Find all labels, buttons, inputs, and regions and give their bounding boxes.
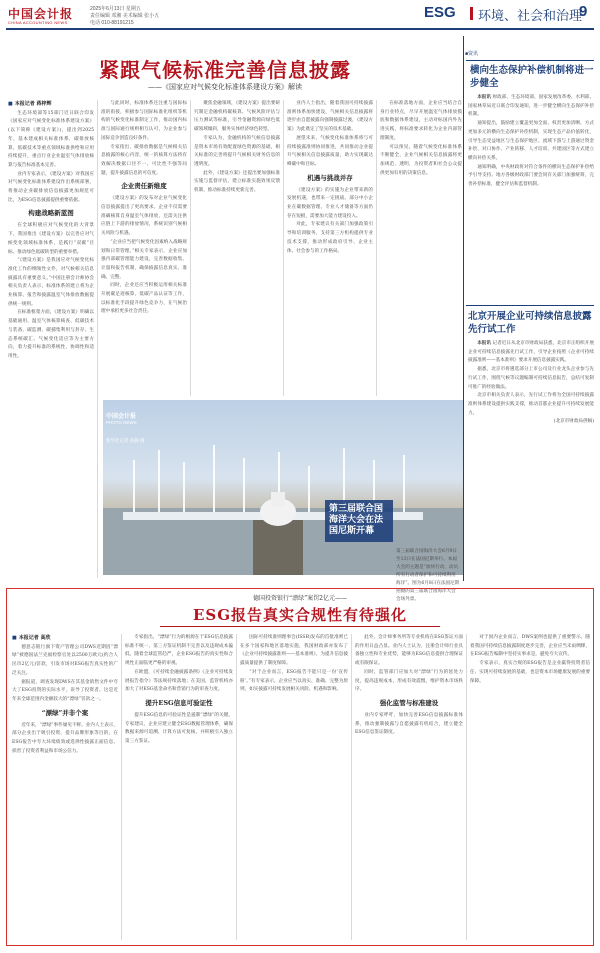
- paragraph: 对于国内企业而言，DWS案例也提供了重要警示。随着我国可持续信息披露制度逐步完善，企业应当未雨绸缪，在ESG报告编制中坚持实事求是，避免夸大宣传。: [470, 635, 590, 658]
- top-article-subtitle: ——《国家应对气候变化标准体系建设方案》解读: [148, 83, 302, 91]
- paragraph: 在标准框架方面，《建设方案》明确以基础通用、温室气体核算核查、低碳技术与装备、碳监测、碳捕集利用与封存、生态系统碳汇、气候变化适应等为主要方向，着力提升标准的系统性、协调性和适用性。: [8, 310, 94, 359]
- issue-date: 2025年6月13日 星期五: [90, 6, 141, 12]
- paragraph: 聚焦金融领域，《建设方案》提出要研究制定金融机构碳核算、气候风险评估与压力测试等标准，引导金融资源向绿色低碳领域倾斜，服务实体经济绿色转型。: [194, 101, 280, 133]
- top-article-column-5: [380, 100, 462, 396]
- sidebar-story-2-title: 北京开展企业可持续信息披露先行试工作: [468, 311, 592, 335]
- subhead: 强化监管与标准建设: [379, 698, 439, 707]
- top-article-byline: ■ 本报记者 蒋梓辉: [8, 100, 94, 109]
- paragraph: 业内人士指出，随着我国可持续披露准则体系加快建设，气候相关信息披露将逐步由自愿披露向强制披露过渡，《建设方案》为此奠定了坚实的技术基础。: [287, 101, 373, 133]
- sidebar-byline: 本报讯: [477, 95, 492, 100]
- paragraph: “《建设方案》是我国应对气候变化标准化工作的纲领性文件，对气候相关信息披露具有重要意义。”中国注册会计师协会相关负责人表示，标准体系的建立将为企业核算、报告和披露温室气体排放数据提供统一规则。: [8, 258, 94, 307]
- bottom-article-column-1: [12, 634, 118, 940]
- sidebar-story-1-title: 横向生态保护补偿机制将进一步健全: [470, 65, 594, 89]
- subhead: 构建战略新蓝图: [28, 209, 74, 218]
- masthead: [0, 0, 600, 30]
- paragraph: 在全球积极应对气候变化的大背景下，我国推出《建设方案》以完善应对气候变化领域标准体系，是践行“双碳”目标、推动绿色低碳转型的重要举措。: [8, 223, 94, 255]
- paragraph: 专家表示，真实合规的ESG报告是企业赢得投资者信任、实现可持续发展的基础，也是资本市场健康发展的重要保障。: [470, 661, 590, 684]
- top-article-title: 紧跟气候标准完善信息披露: [99, 58, 351, 82]
- bottom-title-rule: [160, 626, 440, 627]
- bottom-article-column-4: [355, 634, 463, 940]
- column-rule: [97, 100, 98, 578]
- bottom-article-column-5: [470, 634, 590, 940]
- sidebar-top-rule: [466, 60, 594, 61]
- paragraph: 近年来，“漂绿”事件屡见不鲜。业内人士表示，部分企业出于吸引投资、提升品牌形象等目的，在ESG报告中夸大环境绩效或选择性披露正面信息，损害了投资者利益和市场公信力。: [12, 722, 118, 754]
- paragraph: 北京市相关负责人表示，先行试工作将为全国可持续披露准则体系建设提供实践支撑，推动首都企业提升可持续发展能力。: [468, 393, 594, 416]
- paragraph: 《建设方案》的发布对企业气候变化信息披露提出了更高要求。企业不仅需要准确核算自身温室气体排放，还需关注供应链上下游的排放情况，系统识别气候相关风险与机遇。: [101, 196, 187, 237]
- paragraph: 可以预见，随着气候变化标准体系不断健全，企业气候相关信息披露将更加规范、透明，为投资者和社会公众提供更加有用的决策信息。: [380, 144, 462, 176]
- top-article-column-4: [287, 100, 373, 396]
- paragraph: 展望未来，气候变化标准体系将与可持续披露准则协同推进，共同推动企业提升气候相关信息披露质量，助力实现碳达峰碳中和目标。: [287, 135, 373, 167]
- top-article-column-1: [8, 100, 94, 578]
- newspaper-logo-en: CHINA ACCOUNTING NEWS: [8, 20, 68, 25]
- paragraph: [468, 94, 594, 120]
- photo-news-tag: [106, 414, 137, 426]
- photo-caption: 第三届联合国海洋大会6月9日至13日在法国尼斯举行。本届大会的主题是“加快行动，动员所有行动者保护和可持续利用海洋”。图为6月8日在法国尼斯拍摄的第三届联合国海洋大会会场外景。: [396, 549, 460, 602]
- paragraph: 业内专家表示，《建设方案》对我国应对气候变化标准体系建设作出系统部署，将推动企业碳排放信息披露更加规范可比，为ESG信息披露提供重要依据。: [8, 171, 94, 203]
- paragraph: 此外，会计师事务所等专业机构在ESG鉴证方面的作用日益凸显。业内人士认为，注册会计师行业具备独立性和专业优势，能够为ESG信息提供合理保证或有限保证。: [355, 635, 463, 667]
- newspaper-logo: 中国会计报: [8, 7, 74, 21]
- bottom-article-kicker: 德国投资银行“漂绿”案罚2亿元——: [253, 595, 347, 602]
- bottom-article-column-3: [240, 634, 348, 940]
- section-label-en: ESG: [424, 4, 456, 21]
- bottom-article-column-2: [125, 634, 233, 940]
- issue-phone: 电话 010-88191215: [90, 20, 134, 26]
- paragraph: 据悉，北京市将遴选部分上市公司及行业龙头企业参与先行试工作，围绕气候等议题编制可持续信息报告，总结可复制可推广的经验做法。: [468, 367, 594, 390]
- photo-headline-box: 第三届联合国海洋大会在法国尼斯开幕: [325, 500, 393, 542]
- paragraph: 此外，《建设方案》还提出要加强标准实施与监督评估，建立标准实施效果反馈机制，推动标准持续更新完善。: [194, 170, 280, 194]
- column-rule: [283, 100, 284, 396]
- paragraph: 专家指出，“漂绿”行为的根源在于ESG信息披露标准不统一、第三方鉴证机制不完善以及违规成本偏低。随着全球监管趋严，企业ESG报告的真实性和合规性正面临更严格的审视。: [125, 635, 233, 667]
- paragraph: 在标准落地方面，企业应当结合自身行业特点，尽早开展温室气体排放摸底和数据体系建设，主动对标国内外先进实践，将标准要求转化为企业内部管理制度。: [380, 101, 462, 141]
- paragraph: 对此，专家建议有关部门加强政策引导和培训服务，支持第三方机构提供专业技术支撑，推动形成政府引导、企业主体、社会参与的工作格局。: [287, 222, 373, 254]
- top-article-column-3: [194, 100, 280, 396]
- paragraph: 通知提出，鼓励建立覆盖更加全面、权责更加清晰、方式更加多元的横向生态保护补偿机制，实现生态产品价值转化，引导生态受益地区与生态保护地区、流域下游与上游通过资金补偿、对口协作、产业转移、人才培训、共建园区等方式建立横向补偿关系。: [468, 121, 594, 161]
- bottom-article-title: ESG报告真实合规性有待强化: [192, 606, 408, 624]
- sidebar-credit: (北京市财政局供稿): [553, 419, 594, 425]
- section-label-zh: 环境、社会和治理: [478, 9, 583, 24]
- issue-info: [90, 6, 159, 27]
- sidebar-rule: [463, 36, 464, 581]
- paragraph: 业内专家呼吁，加快完善ESG信息披露标准体系，推动强制披露与自愿披露有机结合，建立健全ESG信息鉴证制度。: [355, 712, 463, 736]
- column-rule: [351, 634, 352, 940]
- column-rule: [466, 634, 467, 940]
- column-rule: [190, 100, 191, 396]
- issue-editors: 责任编辑 邓湘 美术编辑 张小五: [90, 13, 160, 19]
- paragraph: 专家认为，金融机构的气候信息披露是资本市场有效配置绿色资源的基础，相关标准的完善将提升气候相关财务信息的透明度。: [194, 135, 280, 167]
- paragraph: 在欧盟，《可持续金融披露条例》《企业可持续发展报告指令》等法规持续落地；在美国，监管机构亦加大了对ESG基金命名和营销行为的审查力度。: [125, 669, 233, 693]
- column-rule: [376, 100, 377, 396]
- paragraph: 生态环境部等15部门近日联合印发《国家应对气候变化标准体系建设方案》(以下简称《建设方案》)，提出到2025年，基本建成相关标准体系，碳排放核算、低碳技术等重点领域标准供给和应用持续提升，重点行业企业温室气体排放核算与报告标准基本完善。: [8, 110, 94, 168]
- sidebar-byline: 本报讯: [477, 341, 492, 346]
- paragraph: “对于企业而言，ESG报告不能只是一份‘宣传册’。”有专家表示，企业应当以真实、准确、完整为原则，如实披露可持续发展相关风险、机遇和影响。: [240, 669, 348, 693]
- bottom-article-byline: ■ 本报记者 高欣: [12, 634, 118, 643]
- subhead: 提升ESG信息可验证性: [145, 698, 213, 707]
- top-article-column-2: [101, 100, 187, 396]
- subhead: “漂绿”并非个案: [41, 708, 89, 717]
- photo-tag-zh: 中国会计报: [106, 414, 137, 420]
- paragraph: 德意志银行旗下资产管理公司DWS近期因“漂绿”被德国法兰克福检察官处以2500万欧元(约合人民币2亿元)罚款，引发市场对ESG报告真实性的广泛关注。: [12, 644, 118, 676]
- column-rule: [236, 634, 237, 940]
- page-number: 9: [579, 3, 588, 20]
- paragraph: 与此同时，标准体系还注重与国际标准的衔接，积极参与国际标准化组织等机构的气候变化标准制定工作，推动国内标准与国际通行规则相互认可，为企业参与国际竞争创造良好条件。: [101, 101, 187, 141]
- masthead-rule: [6, 28, 594, 30]
- paragraph: 通知明确，中央财政将对符合条件的横向生态保护补偿给予引导支持。地方各级财政部门要会同有关部门加强统筹，完善补偿标准，健全评估和监督机制。: [468, 164, 594, 188]
- sidebar-story-2-body: [468, 340, 594, 584]
- paragraph: 提升ESG信息的可验证性是遏制“漂绿”的关键。专家建议，企业应建立健全ESG数据管理体系，确保数据来源可追溯、计算方法可复核，并积极引入独立第三方鉴证。: [125, 712, 233, 745]
- subhead: 企业责任新维度: [121, 182, 167, 191]
- column-rule: [121, 634, 122, 940]
- paragraph: 据报道，调查发现DWS在其基金销售文件中夸大了ESG投资的实际水平，误导了投资者。这是近年来全球范围内金额较大的“漂绿”罚款之一。: [12, 679, 118, 702]
- paragraph-text: 记者近日从北京市财政局获悉，北京市正组织开展企业可持续信息披露先行试工作，引导企业按照《企业可持续披露准则——基本准则》要求开展信息披露实践。: [468, 341, 594, 364]
- sidebar-mid-rule: [466, 305, 594, 306]
- section-divider: [470, 7, 473, 20]
- subhead: 机遇与挑战并存: [307, 173, 353, 182]
- paragraph-text: 财政部、生态环境部、国家发展改革委、水利部、国家林草局近日联合印发通知，进一步健全横向生态保护补偿机制。: [468, 95, 594, 118]
- paragraph: [468, 340, 594, 366]
- sidebar-story-1-body: [468, 94, 594, 304]
- paragraph: 《建设方案》的实施为企业带来新的发展机遇，也带来一定挑战。部分中小企业在碳数据管理、专业人才储备等方面仍存在短板，需要加大能力建设投入。: [287, 187, 373, 219]
- paragraph: 同时，企业还应当积极运用相关标准开展碳足迹核算、低碳产品认证等工作，以标准化手段提升绿色竞争力，在气候治理中承担更多社会责任。: [101, 283, 187, 315]
- paragraph: 专家指出，碳排放数据是气候相关信息披露的核心内容，统一的核算方法将有效解决数据口径不一、可比性不强等问题，提升披露信息的可信度。: [101, 144, 187, 176]
- paragraph: 国际可持续准则理事会(ISSB)发布的首批准则已在多个国家和地区落地实施，我国财政部亦发布了《企业可持续披露准则——基本准则》，为提升信息披露质量提供了制度保障。: [240, 635, 348, 667]
- paragraph: 同时，监管部门应加大对“漂绿”行为的惩处力度，提高违规成本，形成有效震慑，维护资本市场秩序。: [355, 669, 463, 693]
- photo-tag-en: PHOTO NEWS: [106, 420, 137, 425]
- paragraph: “企业应当把气候变化因素纳入战略规划和日常管理。”相关专家表示，企业应加强内部碳管理能力建设，完善数据收集、计量和报告机制，确保披露信息真实、准确、完整。: [101, 239, 187, 280]
- photo-credit: 新华社记者 高静 摄: [106, 438, 145, 443]
- sidebar-header: ■资讯: [465, 51, 479, 57]
